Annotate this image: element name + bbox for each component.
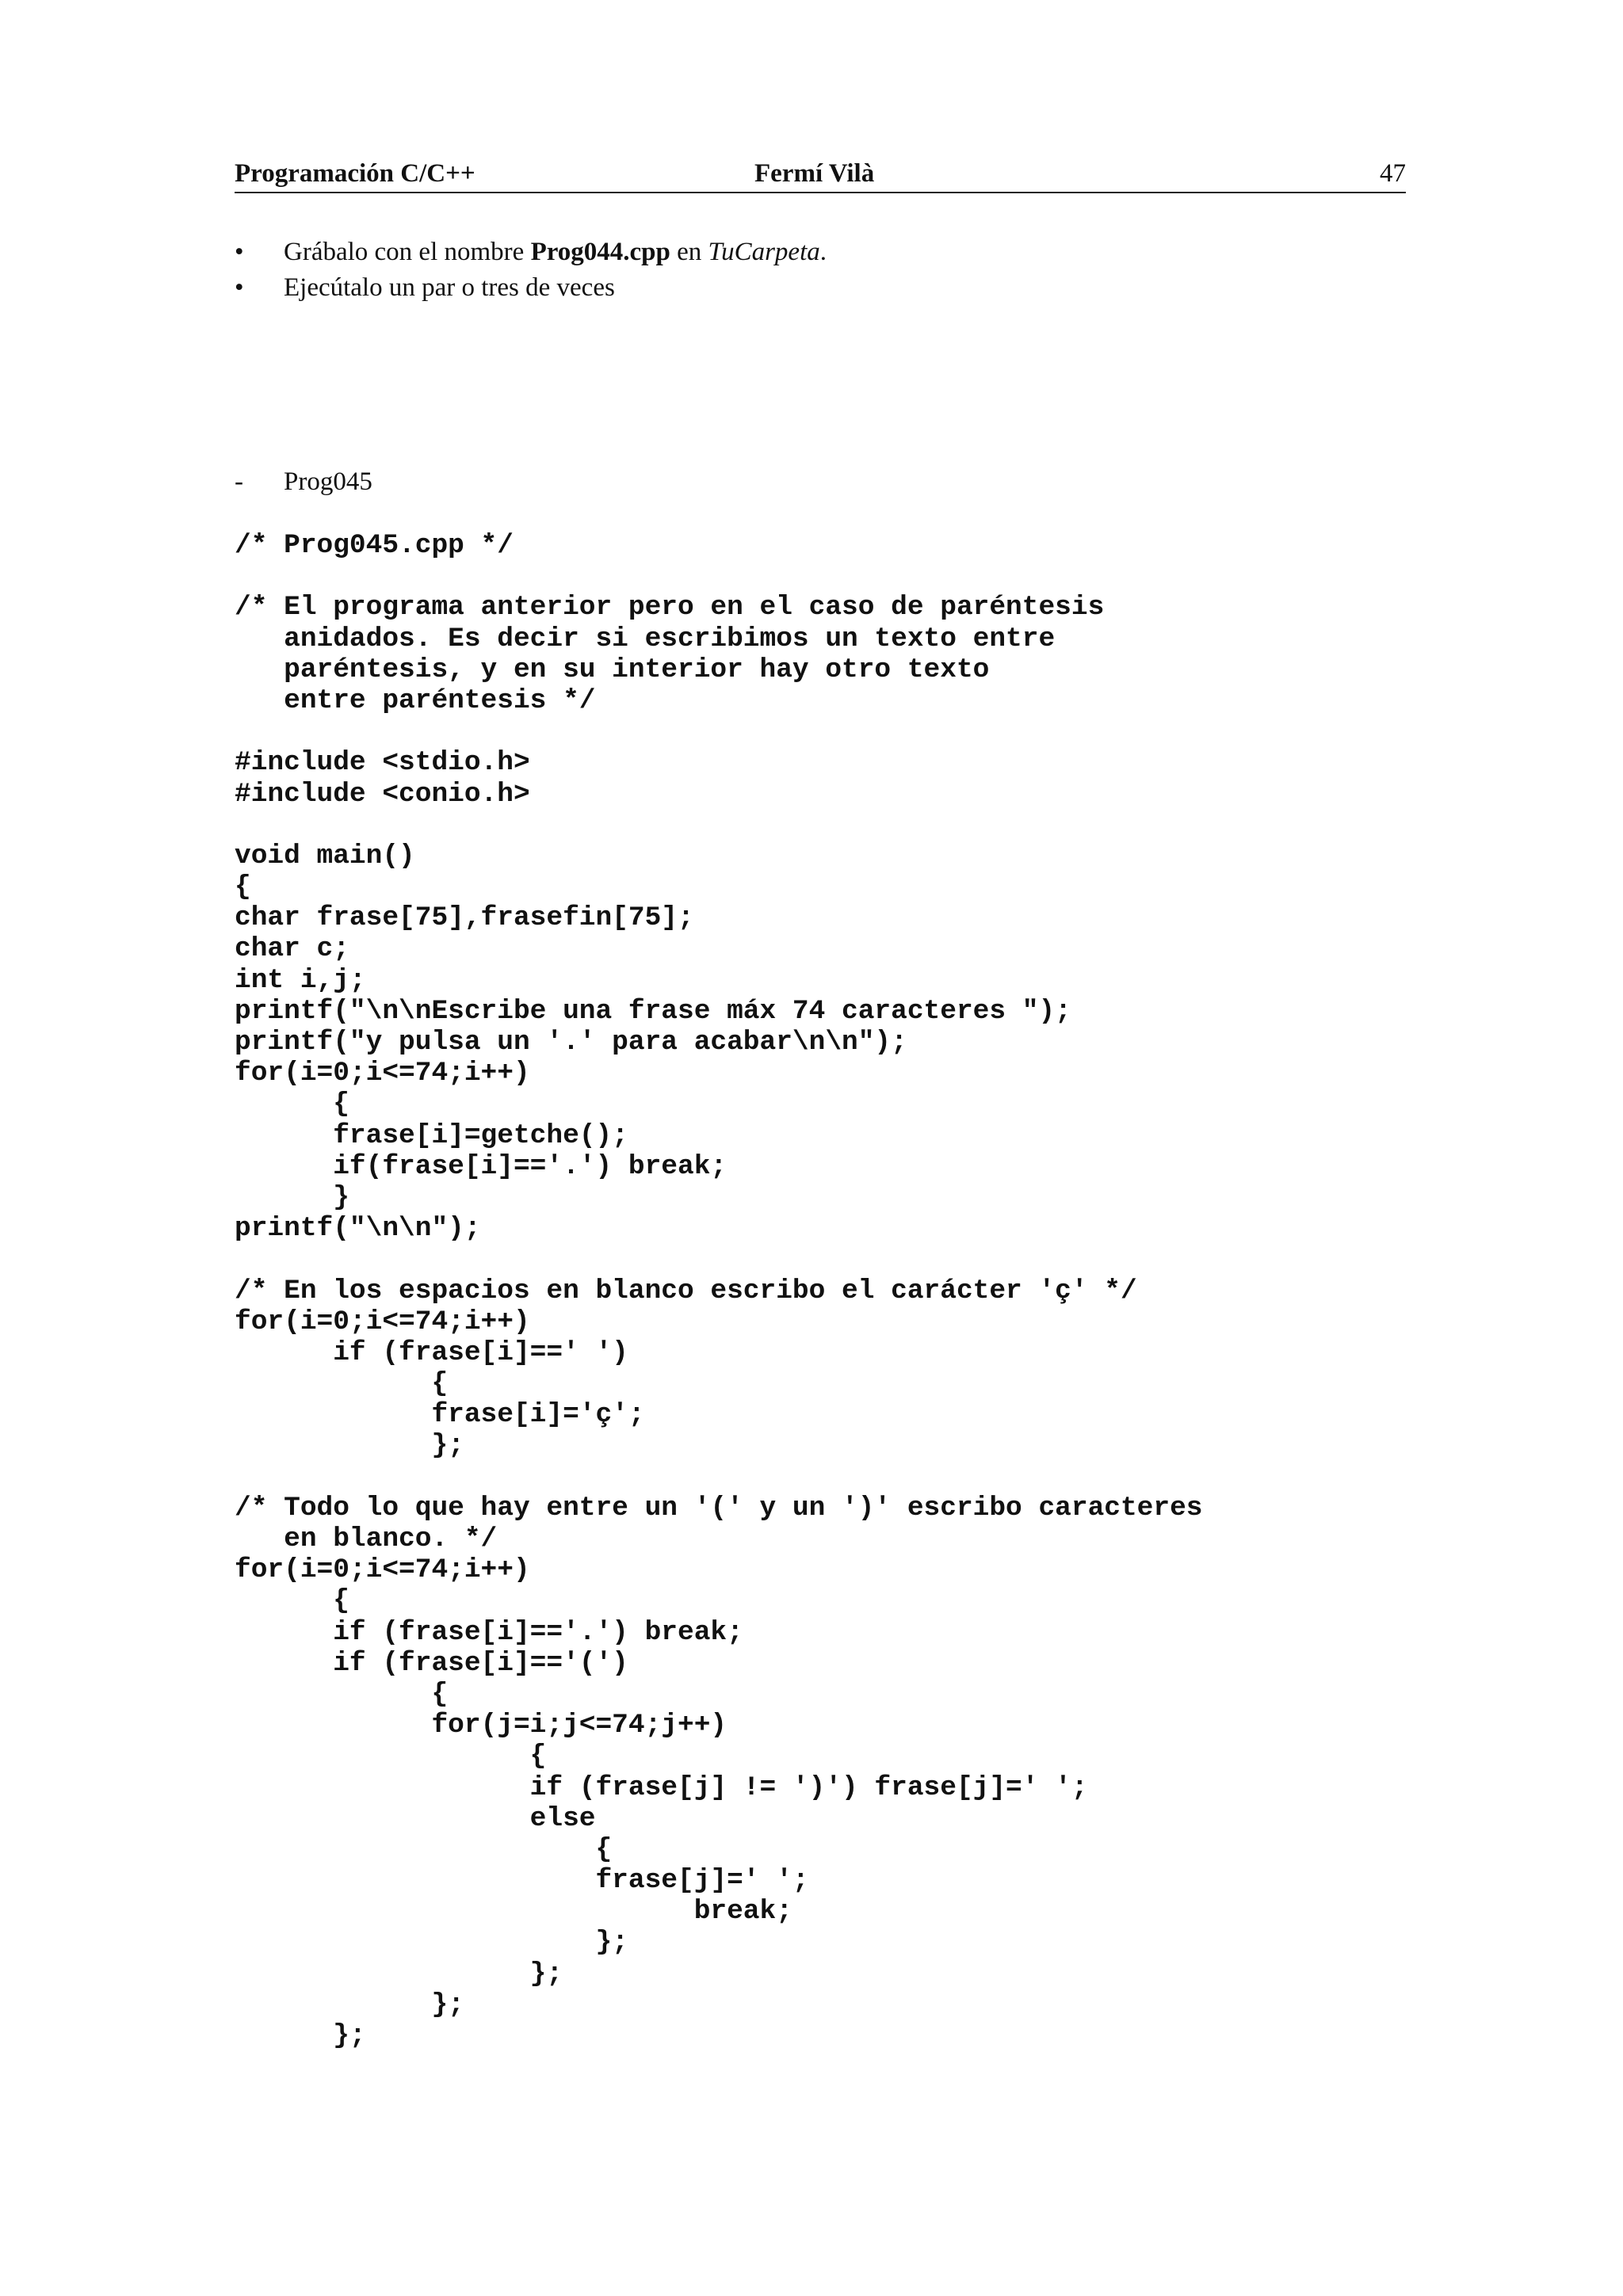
- header-author: Fermí Vilà: [754, 159, 875, 188]
- code-line: };: [235, 1989, 464, 2020]
- code-line: [235, 561, 1203, 592]
- code-line: printf("\n\n");: [235, 1213, 481, 1245]
- code-line: en blanco. */: [235, 1524, 498, 1554]
- code-line: };: [235, 1927, 628, 1958]
- code-line: void main(): [235, 840, 415, 871]
- code-line: break;: [235, 1896, 792, 1928]
- code-line: anidados. Es decir si escribimos un texto entre: [235, 623, 1056, 654]
- code-line: {: [235, 1833, 613, 1865]
- code-line: {: [235, 1089, 349, 1120]
- code-line: {: [235, 1741, 547, 1772]
- instruction-filename: Prog044.cpp: [530, 238, 670, 266]
- code-line: frase[j]=' ';: [235, 1865, 809, 1897]
- program-label: Prog045: [284, 467, 372, 496]
- bullet-icon: •: [235, 273, 244, 302]
- code-line: if (frase[j] != ')') frase[j]=' ';: [235, 1772, 1088, 1803]
- code-line: frase[i]=getche();: [235, 1119, 628, 1151]
- code-line: char frase[75],frasefin[75];: [235, 902, 694, 934]
- code-line: frase[i]='ç';: [235, 1399, 645, 1431]
- code-line: for(j=i;j<=74;j++): [235, 1710, 727, 1741]
- code-line: printf("y pulsa un '.' para acabar\n\n");: [235, 1027, 907, 1058]
- instruction-text: Ejecútalo un par o tres de veces: [284, 273, 615, 302]
- instruction-folder: TuCarpeta: [708, 238, 820, 266]
- header-title: Programación C/C++: [235, 159, 475, 188]
- code-line: int i,j;: [235, 964, 366, 996]
- page-header: [235, 155, 1406, 193]
- code-line: };: [235, 2020, 366, 2051]
- program-heading: [235, 464, 372, 500]
- code-line: for(i=0;i<=74;i++): [235, 1306, 530, 1337]
- code-line: /* El programa anterior pero en el caso de paréntesis: [235, 592, 1105, 624]
- code-line: /* Prog045.cpp */: [235, 530, 514, 561]
- code-line: for(i=0;i<=74;i++): [235, 1554, 530, 1586]
- code-line: char c;: [235, 933, 349, 965]
- code-line: if(frase[i]=='.') break;: [235, 1150, 727, 1182]
- code-line: [235, 1462, 1203, 1493]
- code-line: [235, 1244, 1203, 1275]
- instruction-list: [235, 235, 1406, 306]
- code-line: printf("\n\nEscribe una frase máx 74 caracteres ");: [235, 995, 1071, 1027]
- code-line: else: [235, 1802, 596, 1834]
- dash-marker: -: [235, 467, 243, 496]
- code-line: {: [235, 1368, 449, 1400]
- code-line: };: [235, 1958, 563, 1989]
- code-line: #include <stdio.h>: [235, 747, 530, 779]
- instruction-text-middle: en: [670, 238, 708, 266]
- code-line: [235, 810, 1203, 841]
- code-line: {: [235, 1678, 449, 1710]
- instruction-text-prefix: Grábalo con el nombre: [284, 238, 531, 266]
- code-line: #include <conio.h>: [235, 778, 530, 810]
- instruction-text-suffix: .: [819, 238, 827, 266]
- instruction-item-save: [235, 235, 1406, 270]
- code-line: /* En los espacios en blanco escribo el carácter 'ç' */: [235, 1275, 1137, 1306]
- instruction-item-run: [235, 270, 1406, 306]
- code-line: if (frase[i]=='.') break;: [235, 1616, 743, 1648]
- code-line: {: [235, 871, 251, 903]
- code-line: if (frase[i]=='('): [235, 1647, 628, 1679]
- code-line: [235, 716, 1203, 747]
- bullet-icon: •: [235, 238, 244, 266]
- code-line: /* Todo lo que hay entre un '(' y un ')' escribo caracteres: [235, 1492, 1203, 1524]
- code-line: {: [235, 1585, 349, 1617]
- code-line: }: [235, 1181, 349, 1213]
- code-line: for(i=0;i<=74;i++): [235, 1058, 530, 1089]
- page-number: 47: [1380, 159, 1406, 188]
- code-line: if (frase[i]==' '): [235, 1337, 628, 1368]
- code-line: entre paréntesis */: [235, 685, 596, 716]
- code-line: };: [235, 1430, 464, 1462]
- code-line: paréntesis, y en su interior hay otro texto: [235, 654, 990, 685]
- code-listing: [235, 530, 1203, 2051]
